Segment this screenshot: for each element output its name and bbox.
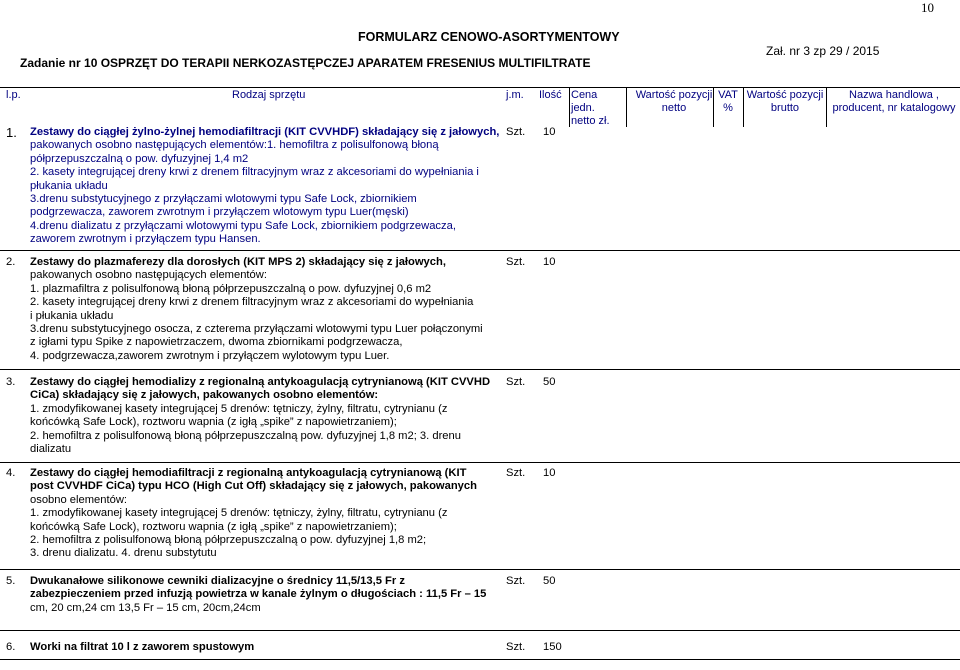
row-2-line-1: Zestawy do plazmaferezy dla dorosłych (KIT MPS 2) składający się z jałowych, [30,256,446,268]
row-1-line-2: pakowanych osobno następujących elementów:1. hemofiltra z polisulfonową błoną [30,139,439,152]
row-5-line-2: zabezpieczeniem przed infuzją powietrza w kanale żylnym o długościach : 11,5 Fr – 15 [30,588,487,601]
page-number: 10 [921,0,934,15]
row-4-ilosc: 10 [543,467,556,479]
row-divider [0,250,960,251]
col-sep [743,87,744,127]
header-jm: j.m. [506,89,524,101]
row-3-line-3: 1. zmodyfikowanej kasety integrującej 5 drenów: tętniczy, żylny, filtratu, cytrynianu (z [30,402,448,415]
row-4-line-1: Zestawy do ciągłej hemodiafiltracji z regionalną antykoagulacją cytrynianową (KIT [30,467,467,479]
row-2-line-6: 3.drenu substytucyjnego osocza, z czterema przyłączami wlotowymi typu Luer połączonymi [30,323,483,336]
row-divider [0,462,960,463]
row-3-description [30,376,490,456]
row-5-line-1: Dwukanałowe silikonowe cewniki dializacyjne o średnicy 11,5/13,5 Fr z [30,575,405,587]
row-2-line-7: z igłami typu Spike z napowietrzaczem, dwoma zbiornikami podgrzewacza, [30,336,403,349]
row-4-line-6: 2. hemofiltra z polisulfonową błoną półprzepuszczalną o pow. dyfuzyjnej 1,8 m2; [30,534,427,547]
row-4-line-2: post CVVHDF CiCa) typu HCO (High Cut Off) składający się z jałowych, pakowanych [30,480,477,493]
row-1-line-9: zaworem zwrotnym i przyłączem typu Hansen. [30,233,261,246]
row-divider [0,369,960,370]
row-4-line-4: 1. zmodyfikowanej kasety integrującej 5 drenów: tętniczy, żylny, filtratu, cytrynianu (z [30,507,448,520]
row-2-ilosc: 10 [543,256,556,268]
table-bottom-rule [0,659,960,660]
row-6-jm: Szt. [506,641,526,653]
row-4-description [30,467,477,561]
row-4-line-7: 3. drenu dializatu. 4. drenu substytutu [30,547,217,560]
header-nazwa: Nazwa handlowa , producent, nr katalogowy [832,89,956,114]
row-1-line-8: 4.drenu dializatu z przyłączami wlotowymi typu Safe Lock, zbiornikiem podgrzewacza, [30,219,456,232]
row-3-line-4: końcówką Safe Lock), roztworu wapnia (z igłą „spike” z napowietrzaniem); [30,416,397,429]
header-wartosc-brutto: Wartość pozycji brutto [746,89,824,114]
row-1-line-7: podgrzewacza, zaworem zwrotnym i przyłączem wlotowym typu Luer(męski) [30,206,409,219]
row-1-line-3: półprzepuszczalną o pow. dyfuzyjnej 1,4 m2 [30,152,249,165]
row-3-ilosc: 50 [543,376,556,388]
row-3-line-6: dializatu [30,443,72,456]
row-5-ilosc: 50 [543,575,556,587]
col-sep [713,87,714,127]
row-1-ilosc: 10 [543,126,556,138]
row-3-jm: Szt. [506,376,526,388]
row-6-lp: 6. [6,641,16,653]
row-5-description [30,575,486,615]
row-1-line-6: 3.drenu substytucyjnego z przyłączami wlotowymi typu Safe Lock, zbiornikiem [30,193,417,206]
form-title: FORMULARZ CENOWO-ASORTYMENTOWY [358,30,620,44]
row-1-line-1: Zestawy do ciągłej żylno-żylnej hemodiafiltracji (KIT CVVHDF) składający się z jałowych, [30,126,500,138]
row-2-line-4: 2. kasety integrującej dreny krwi z drenem filtracyjnym wraz z akcesoriami do wypełniania [30,296,474,309]
row-5-jm: Szt. [506,575,526,587]
row-3-line-2: CiCa) składający się z jałowych, pakowanych osobno elementów: [30,389,379,402]
row-5-line-3: cm, 20 cm,24 cm 13,5 Fr – 15 cm, 20cm,24cm [30,601,261,614]
row-2-jm: Szt. [506,256,526,268]
reference-number: Zał. nr 3 zp 29 / 2015 [766,44,880,58]
row-2-line-2: pakowanych osobno następujących elementów: [30,269,267,282]
row-2-line-8: 4. podgrzewacza,zaworem zwrotnym i przyłączem wylotowym typu Luer. [30,349,390,362]
header-rodzaj: Rodzaj sprzętu [232,89,306,101]
row-1-jm: Szt. [506,126,526,138]
row-4-line-3: osobno elementów: [30,493,128,506]
row-2-line-5: i płukania układu [30,309,114,322]
header-cena: Cena jedn. netto zł. [571,89,610,127]
row-divider [0,569,960,570]
row-1-line-4: 2. kasety integrującej dreny krwi z drenem filtracyjnym wraz z akcesoriami do wypełniania i [30,166,479,179]
header-lp: l.p. [6,89,21,101]
row-3-line-5: 2. hemofiltra z polisulfonową błoną półprzepuszczalną pow. dyfuzyjnej 1,8 m2; 3. drenu [30,429,461,442]
task-subtitle: Zadanie nr 10 OSPRZĘT DO TERAPII NERKOZASTĘPCZEJ APARATEM FRESENIUS MULTIFILTRATE [20,56,591,70]
row-1-line-5: płukania układu [30,179,108,192]
row-2-lp: 2. [6,256,16,268]
row-4-jm: Szt. [506,467,526,479]
row-2-description [30,256,483,363]
row-3-lp: 3. [6,376,16,388]
row-1-lp: 1. [6,125,17,140]
row-divider [0,630,960,631]
row-5-lp: 5. [6,575,16,587]
row-3-line-1: Zestawy do ciągłej hemodializy z regionalną antykoagulacją cytrynianową (KIT CVVHD [30,376,491,388]
header-ilosc: Ilość [539,89,562,101]
row-6-description [30,641,254,654]
col-sep [626,87,627,127]
row-2-line-3: 1. plazmafiltra z polisulfonową błoną półprzepuszczalną o pow. dyfuzyjnej 0,6 m2 [30,282,432,295]
row-4-lp: 4. [6,467,16,479]
col-sep [569,87,570,127]
header-vat: VAT % [718,89,738,114]
header-wartosc-netto: Wartość pozycji netto [635,89,713,114]
header-top-rule [0,87,960,88]
row-1-description [30,126,499,247]
row-4-line-5: końcówką Safe Lock), roztworu wapnia (z igłą „spike” z napowietrzaniem); [30,520,397,533]
col-sep [826,87,827,127]
row-6-line-1: Worki na filtrat 10 l z zaworem spustowym [30,641,255,653]
row-6-ilosc: 150 [543,641,562,653]
